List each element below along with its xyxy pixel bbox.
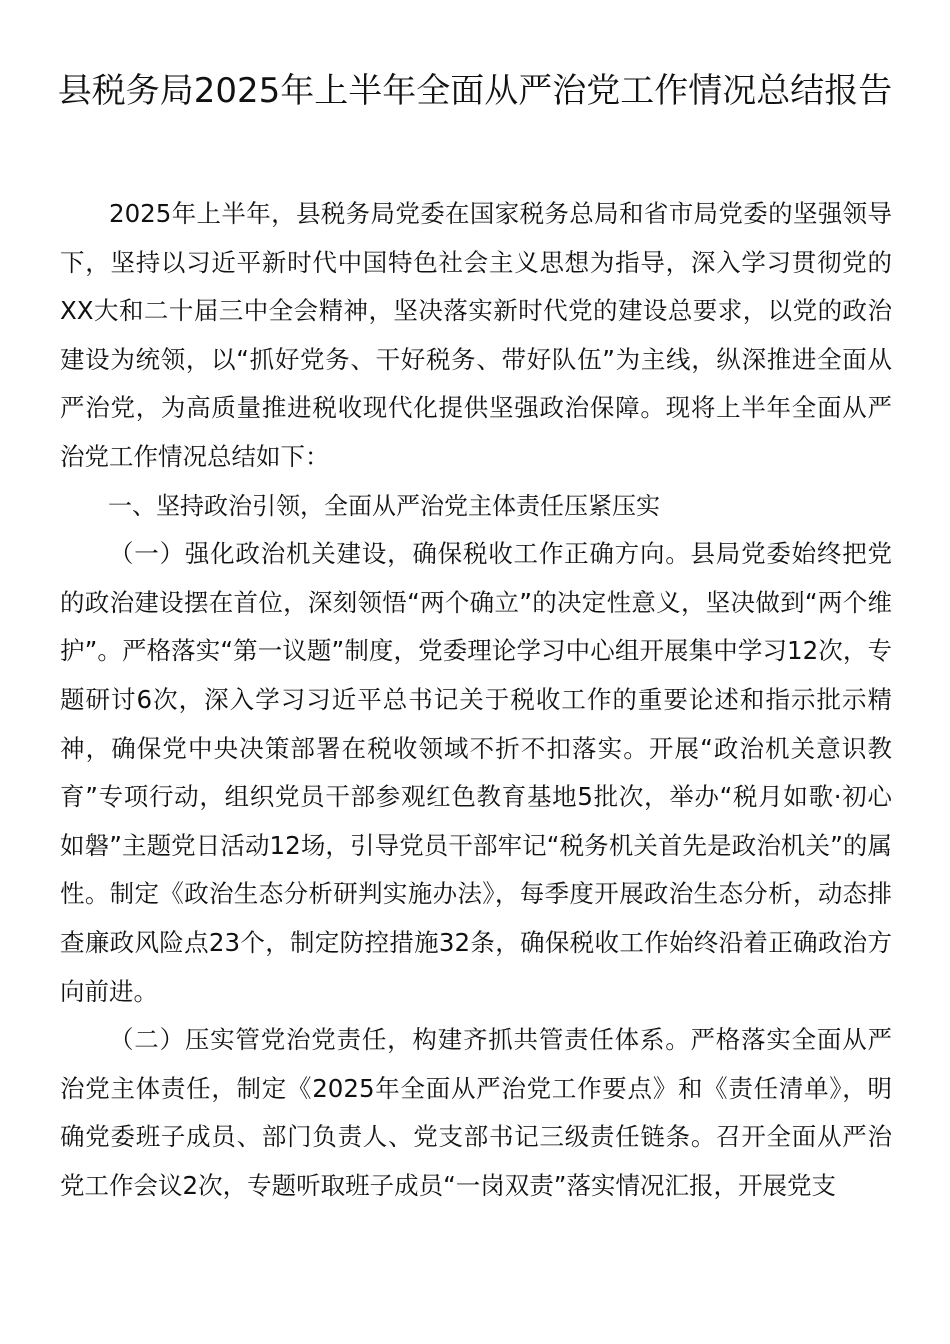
document-body [60,190,892,1210]
section-heading-1: 一、坚持政治引领，全面从严治党主体责任压紧压实 [108,491,660,520]
document-title: 县税务局2025年上半年全面从严治党工作情况总结报告 [57,71,893,111]
intro-paragraph: 2025年上半年，县税务局党委在国家税务总局和省市局党委的坚强领导下，坚持以习近平新时代中国特色社会主义思想为指导，深入学习贯彻党的XX大和二十届三中全会精神，坚决落实新时代党的建设总要求，以党的政治建设为统领，以“抓好党务、干好税务、带好队伍”为主线，纵深推进全面从严治党，为高质量推进税收现代化提供坚强政治保障。现将上半年全面从严治党工作情况总结如下： [60,199,892,471]
subsection-paragraph-1: （一）强化政治机关建设，确保税收工作正确方向。县局党委始终把党的政治建设摆在首位，深刻领悟“两个确立”的决定性意义，坚决做到“两个维护”。严格落实“第一议题”制度，党委理论学习中心组开展集中学习12次，专题研讨6次，深入学习习近平总书记关于税收工作的重要论述和指示批示精神，确保党中央决策部署在税收领域不折不扣落实。开展“政治机关意识教育”专项行动，组织党员干部参观红色教育基地5批次，举办“税月如歌·初心如磐”主题党日活动12场，引导党员干部牢记“税务机关首先是政治机关”的属性。制定《政治生态分析研判实施办法》，每季度开展政治生态分析，动态排查廉政风险点23个，制定防控措施32条，确保税收工作始终沿着正确政治方向前进。 [60,539,892,1006]
subsection-paragraph-2: （二）压实管党治党责任，构建齐抓共管责任体系。严格落实全面从严治党主体责任，制定《2025年全面从严治党工作要点》和《责任清单》，明确党委班子成员、部门负责人、党支部书记三级责任链条。召开全面从严治党工作会议2次，专题听取班子成员“一岗双责”落实情况汇报，开展党支 [60,1025,892,1200]
